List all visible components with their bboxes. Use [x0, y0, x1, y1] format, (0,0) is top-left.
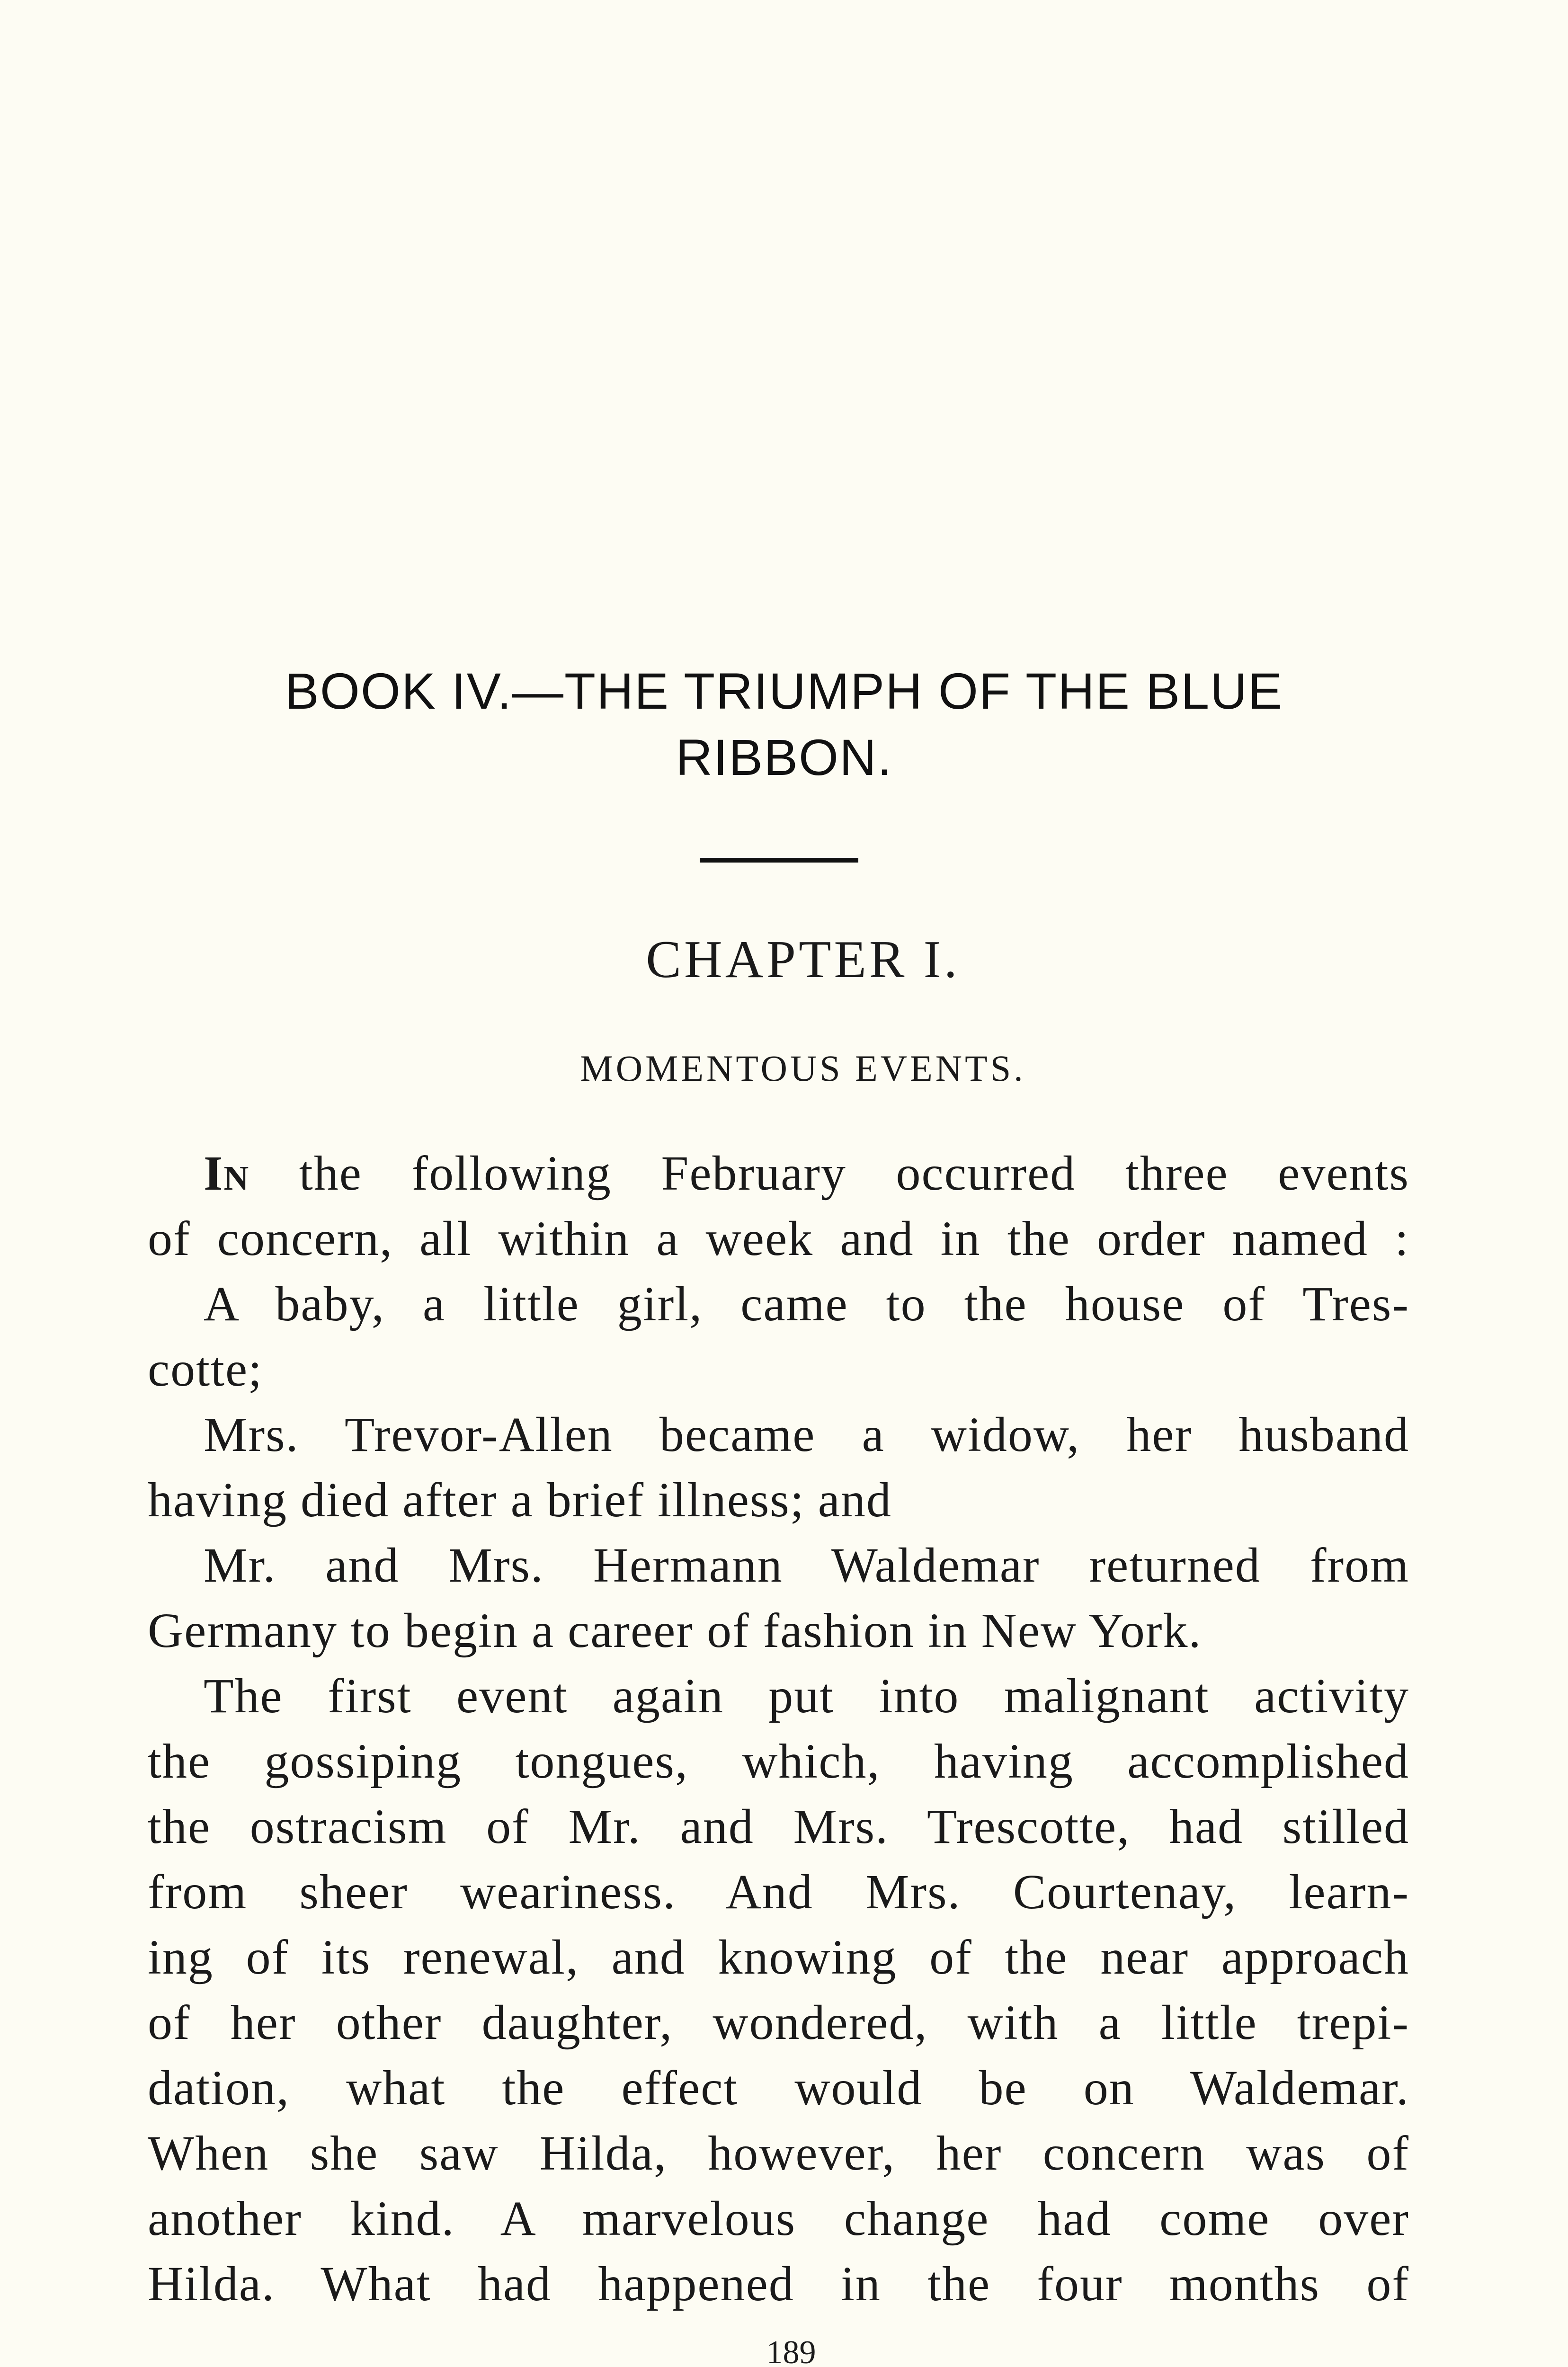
- chapter-subtitle: MOMENTOUS EVENTS.: [580, 1048, 1026, 1089]
- text-line: [148, 1141, 1409, 1206]
- text-line-content: the following February occurred three events: [249, 1146, 1409, 1201]
- text-line: The first event again put into malignant activity: [204, 1669, 1409, 1723]
- text-line: of her other daughter, wondered, with a little trepi-: [148, 1995, 1409, 2050]
- book-title-line-1: BOOK IV.—THE TRIUMPH OF THE BLUE: [285, 662, 1283, 720]
- text-line: Mr. and Mrs. Hermann Waldemar returned from: [204, 1538, 1409, 1593]
- section-divider: [700, 858, 858, 863]
- text-line: another kind. A marvelous change had come over: [148, 2191, 1409, 2246]
- page-number: 189: [766, 2334, 816, 2367]
- book-title-line-2: RIBBON.: [675, 729, 893, 786]
- chapter-heading: CHAPTER I.: [646, 930, 960, 989]
- body-text: [148, 1141, 1409, 2317]
- text-line: A baby, a little girl, came to the house of Tres-: [204, 1277, 1409, 1331]
- text-line: ing of its renewal, and knowing of the near approach: [148, 1930, 1409, 1984]
- text-line: the gossiping tongues, which, having accomplished: [148, 1734, 1409, 1789]
- text-line: cotte;: [148, 1342, 263, 1397]
- text-line: dation, what the effect would be on Waldemar.: [148, 2061, 1409, 2115]
- text-line: Germany to begin a career of fashion in New York.: [148, 1603, 1202, 1658]
- text-line: from sheer weariness. And Mrs. Courtenay, learn-: [148, 1865, 1409, 1919]
- drop-cap-word: In: [204, 1146, 250, 1201]
- text-line: Mrs. Trevor-Allen became a widow, her husband: [204, 1407, 1409, 1462]
- text-line: Hilda. What had happened in the four months of: [148, 2257, 1409, 2311]
- text-line: of concern, all within a week and in the order named :: [148, 1211, 1409, 1266]
- text-line: having died after a brief illness; and: [148, 1473, 892, 1527]
- text-line: the ostracism of Mr. and Mrs. Trescotte, had stilled: [148, 1799, 1409, 1854]
- text-line: When she saw Hilda, however, her concern was of: [148, 2126, 1409, 2180]
